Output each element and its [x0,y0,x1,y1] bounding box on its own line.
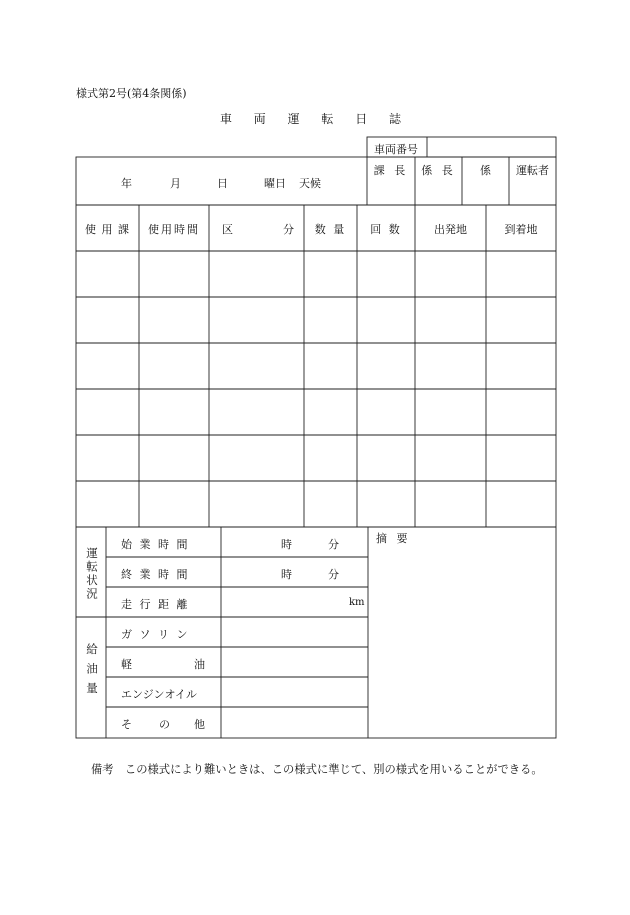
vehicle-number-label: 車両番号 [374,143,418,156]
fuel-light-oil-label [121,656,205,672]
remarks-note: 備考 この様式により難いときは、この様式に準じて、別の様式を用いることができる。 [91,763,543,776]
approval-subsection-chief: 係 長 [421,164,456,177]
col-arrival: 到着地 [504,223,538,236]
fuel-engine-oil-label: エンジンオイル [121,688,197,701]
start-minute-unit: 分 [328,538,339,551]
col-departure: 出発地 [434,223,467,236]
fuel-other-b: の [159,718,170,731]
col-quantity: 数 量 [314,223,347,236]
col-category-right: 分 [283,223,294,236]
end-time-label: 終 業 時 間 [121,568,190,581]
fuel-light-oil-left: 軽 [121,658,132,671]
col-category [222,221,294,237]
start-time-label: 始 業 時 間 [121,538,190,551]
fuel-other-a: そ [121,718,132,731]
date-day: 日 [217,177,228,190]
col-department: 使 用 課 [85,223,130,236]
fuel-other-c: 他 [194,718,205,731]
approval-section-chief: 課 長 [373,164,409,177]
approval-staff: 係 [480,164,491,177]
summary-label: 摘 要 [376,532,411,545]
date-weather: 天候 [299,177,321,190]
fuel-other-label [121,716,205,732]
col-category-left: 区 [222,223,233,236]
approval-driver: 運転者 [516,164,549,177]
start-hour-unit: 時 [281,538,292,551]
distance-label: 走 行 距 離 [121,598,190,611]
distance-km-unit: km [349,597,365,608]
end-minute-unit: 分 [328,568,339,581]
date-year: 年 [121,177,132,190]
end-hour-unit: 時 [281,568,292,581]
operation-group-label: 運転状況 [85,547,99,601]
date-month: 月 [170,177,181,190]
col-usage-time: 使用時間 [148,223,200,236]
date-weekday: 曜日 [264,177,286,190]
fueling-group-label: 給油量 [85,643,99,702]
fuel-light-oil-right: 油 [194,658,205,671]
fuel-gasoline-label: ガ ソ リ ン [121,628,190,641]
form-border [76,157,556,738]
col-count: 回 数 [370,223,402,236]
form-title: 車 両 運 転 日 誌 [219,112,411,126]
form-number: 様式第2号(第4条関係) [76,87,187,100]
